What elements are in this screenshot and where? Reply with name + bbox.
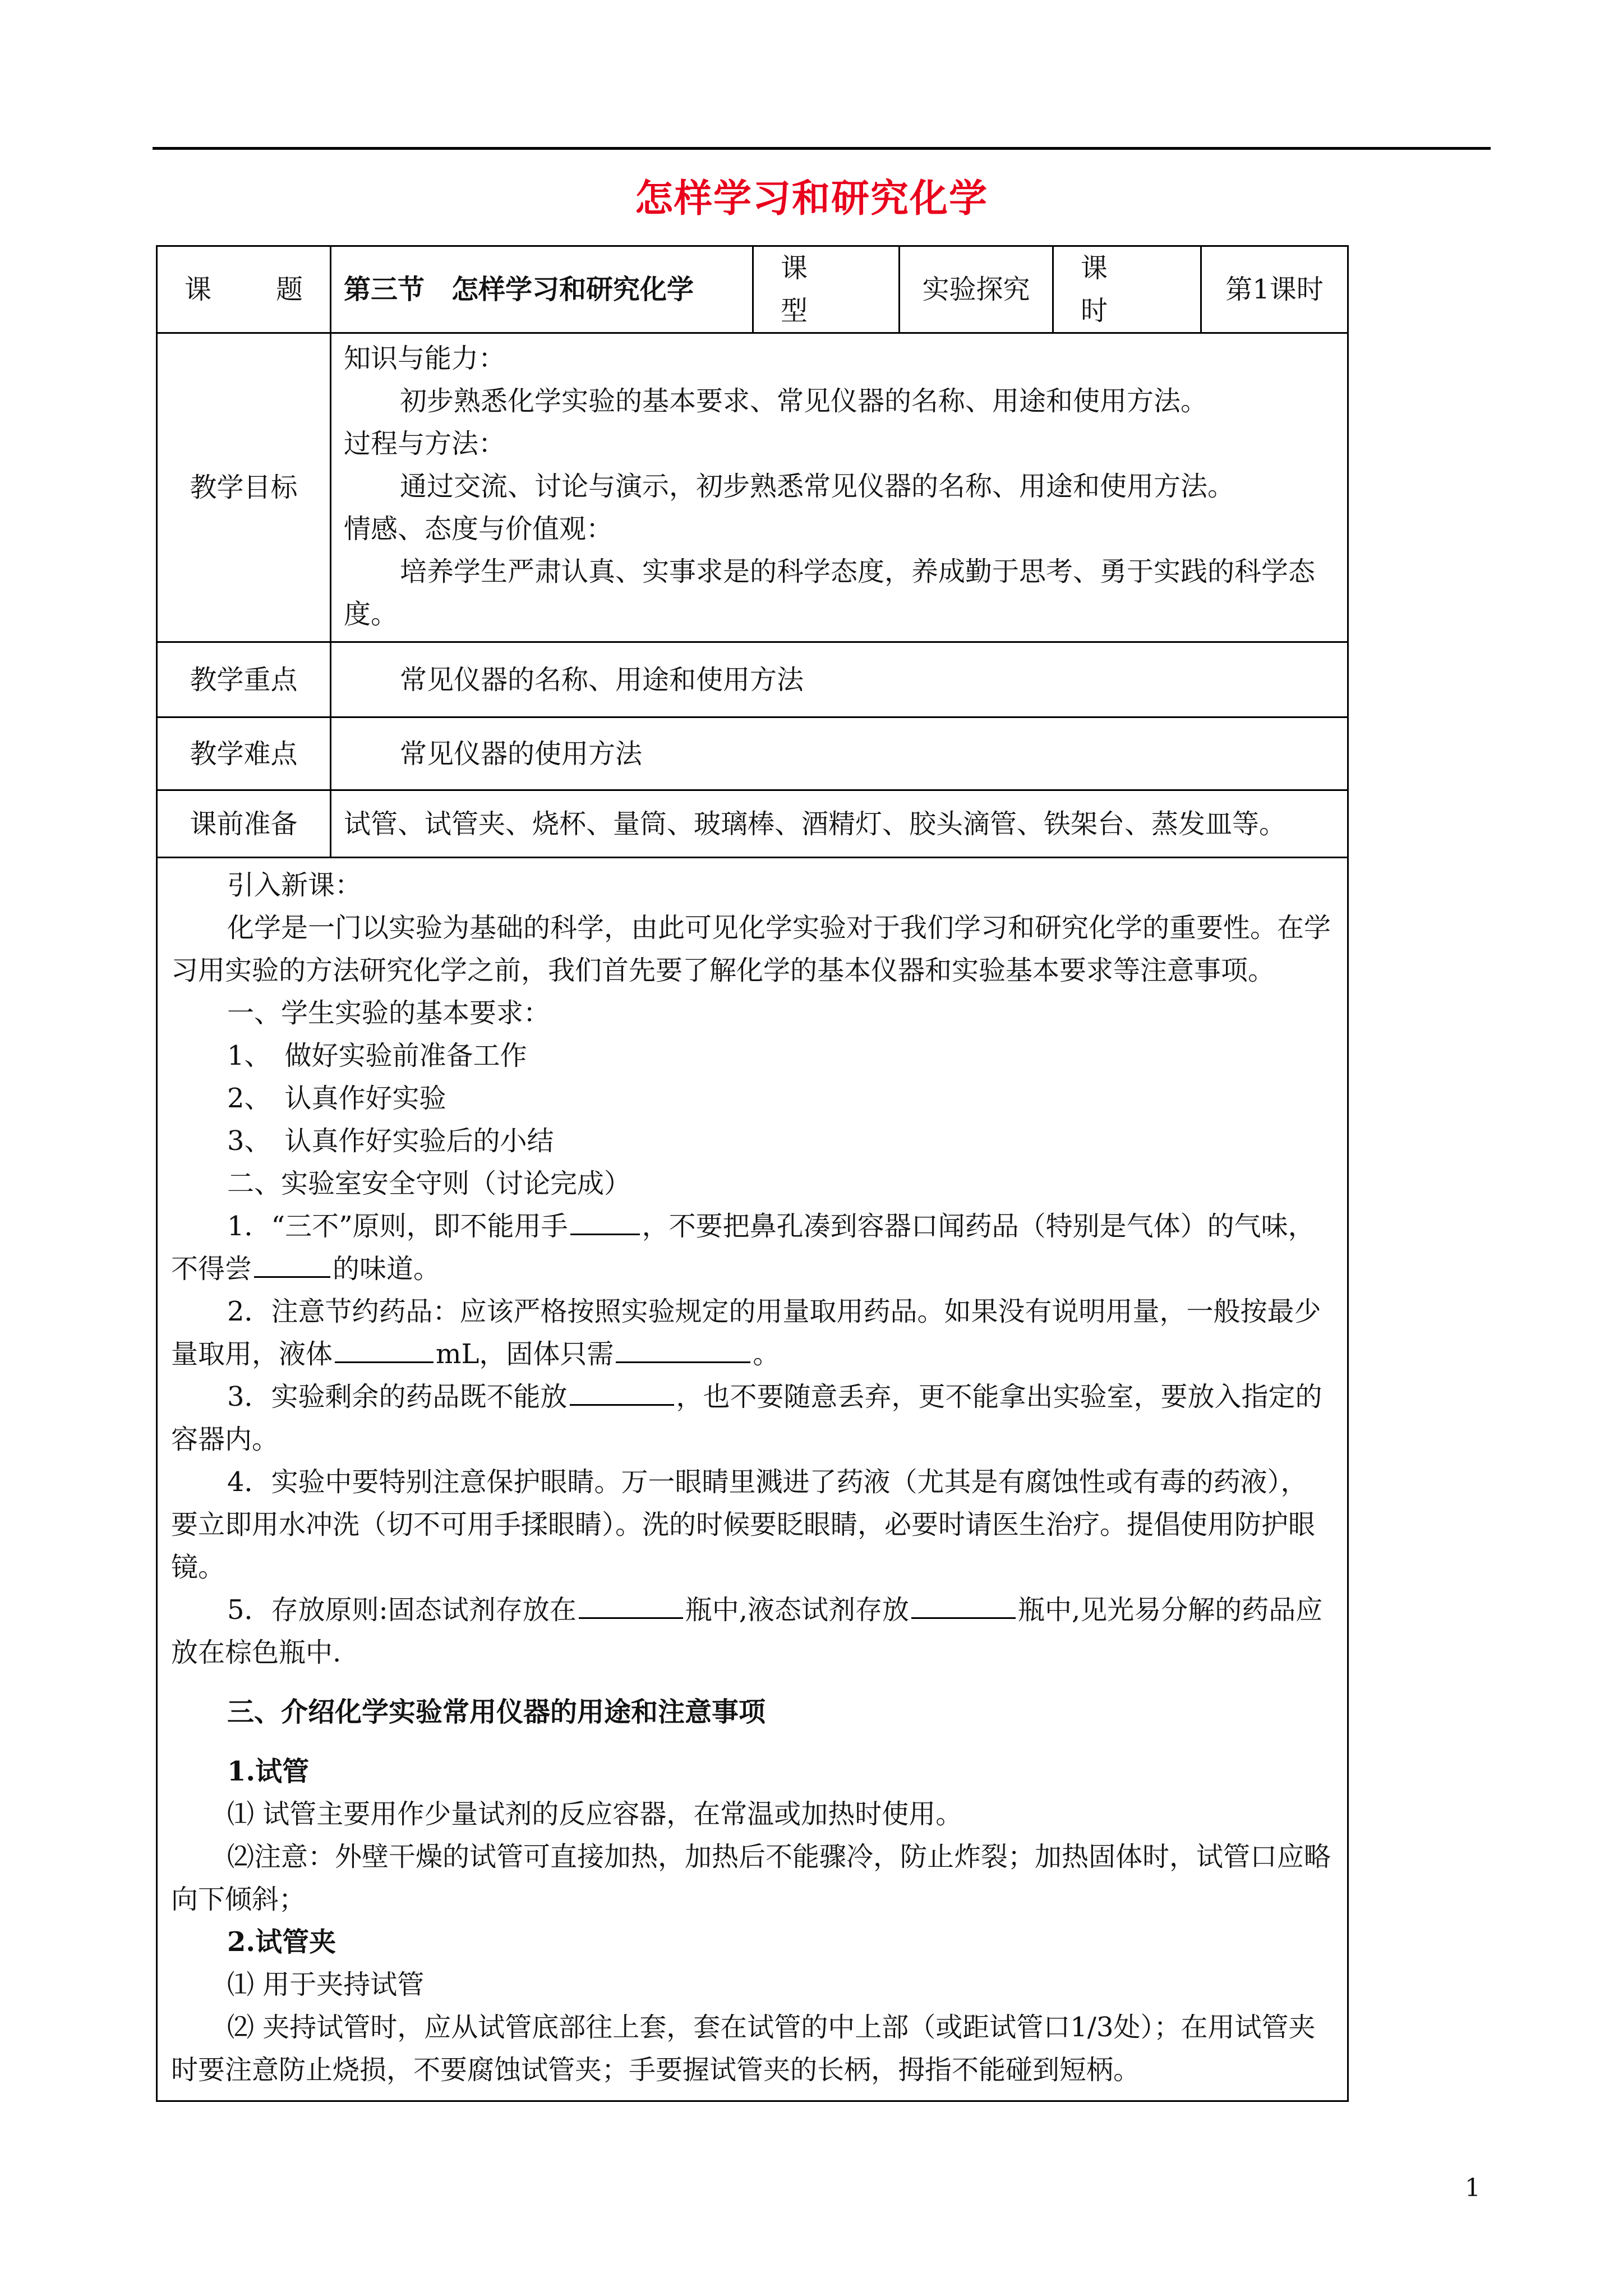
key-point-row	[157, 642, 1348, 717]
document-title: 怎样学习和研究化学	[634, 177, 988, 221]
section3-heading: 三、介绍化学实验常用仪器的用途和注意事项	[227, 1696, 766, 1728]
difficulty-row	[157, 717, 1348, 790]
item1-note: ⑵注意：外壁干燥的试管可直接加热，加热后不能骤冷，防止炸裂；加热固体时，试管口应略向下倾斜；	[171, 1841, 1331, 1915]
difficulty-value: 常见仪器的使用方法	[331, 717, 1348, 790]
section2-heading: 二、实验室安全守则（讨论完成）	[227, 1168, 631, 1199]
rule-5: 5．存放原则:固态试剂存放在 瓶中,液态试剂存放 瓶中,见光易分解的药品应放在棕色瓶中.	[171, 1589, 1334, 1674]
difficulty-label: 教学难点	[157, 717, 331, 790]
intro-text: 化学是一门以实验为基础的科学，由此可见化学实验对于我们学习和研究化学的重要性。在学习用实验的方法研究化学之前，我们首先要了解化学的基本仪器和实验基本要求等注意事项。	[171, 912, 1331, 986]
blank-field	[911, 1589, 1016, 1619]
blank-field	[570, 1376, 674, 1406]
preparation-label: 课前准备	[157, 790, 331, 858]
objectives-label: 教学目标	[157, 333, 331, 642]
item2-note: ⑵ 夹持试管时，应从试管底部往上套，套在试管的中上部（或距试管口1/3处）；在用试管夹时要注意防止烧损，不要腐蚀试管夹；手要握试管夹的长柄，拇指不能碰到短柄。	[171, 2012, 1316, 2086]
rule-1: 1．“三不”原则，即不能用手 ，不要把鼻孔凑到容器口闻药品（特别是气体）的气味，不得尝 的味道。	[171, 1205, 1334, 1290]
topic-label: 课 题	[157, 246, 331, 333]
objectives-content	[331, 333, 1348, 642]
intro-heading: 引入新课：	[227, 869, 362, 901]
objective-heading-attitude: 情感、态度与价值观：	[344, 513, 614, 545]
preparation-row	[157, 790, 1348, 858]
section1-item-2: 2、 认真作好实验	[227, 1083, 446, 1114]
header-row	[157, 246, 1348, 333]
blank-field	[254, 1248, 330, 1278]
objective-heading-knowledge: 知识与能力：	[344, 343, 506, 374]
body-row	[157, 858, 1348, 2101]
blank-field	[570, 1205, 640, 1235]
section1-item-3: 3、 认真作好实验后的小结	[227, 1125, 554, 1157]
type-value: 实验探究	[900, 246, 1053, 333]
hours-value: 第1课时	[1201, 246, 1348, 333]
key-point-label: 教学重点	[157, 642, 331, 717]
preparation-value: 试管、试管夹、烧杯、量筒、玻璃棒、酒精灯、胶头滴管、铁架台、蒸发皿等。	[331, 790, 1348, 858]
item1-heading: 1.试管	[227, 1756, 310, 1787]
objective-attitude: 培养学生严肃认真、实事求是的科学态度，养成勤于思考、勇于实践的科学态度。	[344, 556, 1316, 630]
objective-process: 通过交流、讨论与演示，初步熟悉常见仪器的名称、用途和使用方法。	[400, 471, 1235, 502]
objective-knowledge: 初步熟悉化学实验的基本要求、常见仪器的名称、用途和使用方法。	[400, 385, 1208, 417]
lesson-body	[157, 858, 1348, 2101]
blank-field	[579, 1589, 683, 1619]
objectives-row	[157, 333, 1348, 642]
rule-4: 4．实验中要特别注意保护眼睛。万一眼睛里溅进了药液（尤其是有腐蚀性或有毒的药液），要立即用水冲洗（切不可用手揉眼睛）。洗的时候要眨眼睛，必要时请医生治疗。提倡使用防护眼镜。	[171, 1466, 1316, 1583]
objective-heading-process: 过程与方法：	[344, 428, 506, 459]
key-point-value: 常见仪器的名称、用途和使用方法	[331, 642, 1348, 717]
rule-2: 2．注意节约药品：应该严格按照实验规定的用量取用药品。如果没有说明用量，一般按最少量取用，液体 mL，固体只需 。	[171, 1296, 1321, 1370]
section1-item-1: 1、 做好实验前准备工作	[227, 1040, 527, 1071]
type-label: 课 型	[753, 246, 900, 333]
blank-field	[335, 1333, 434, 1363]
header-rule	[153, 147, 1491, 150]
item1-usage: ⑴ 试管主要用作少量试剂的反应容器，在常温或加热时使用。	[227, 1798, 963, 1830]
item2-heading: 2.试管夹	[227, 1926, 336, 1958]
hours-label: 课 时	[1053, 246, 1201, 333]
blank-field	[616, 1333, 750, 1363]
page-number: 1	[1465, 2174, 1481, 2202]
rule-3: 3．实验剩余的药品既不能放 ，也不要随意丢弃，更不能拿出实验室，要放入指定的容器内。	[171, 1375, 1334, 1461]
lesson-plan-table	[156, 245, 1349, 2102]
item2-usage: ⑴ 用于夹持试管	[227, 1969, 425, 2000]
section1-heading: 一、学生实验的基本要求：	[227, 997, 551, 1029]
topic-value: 第三节 怎样学习和研究化学	[331, 246, 753, 333]
